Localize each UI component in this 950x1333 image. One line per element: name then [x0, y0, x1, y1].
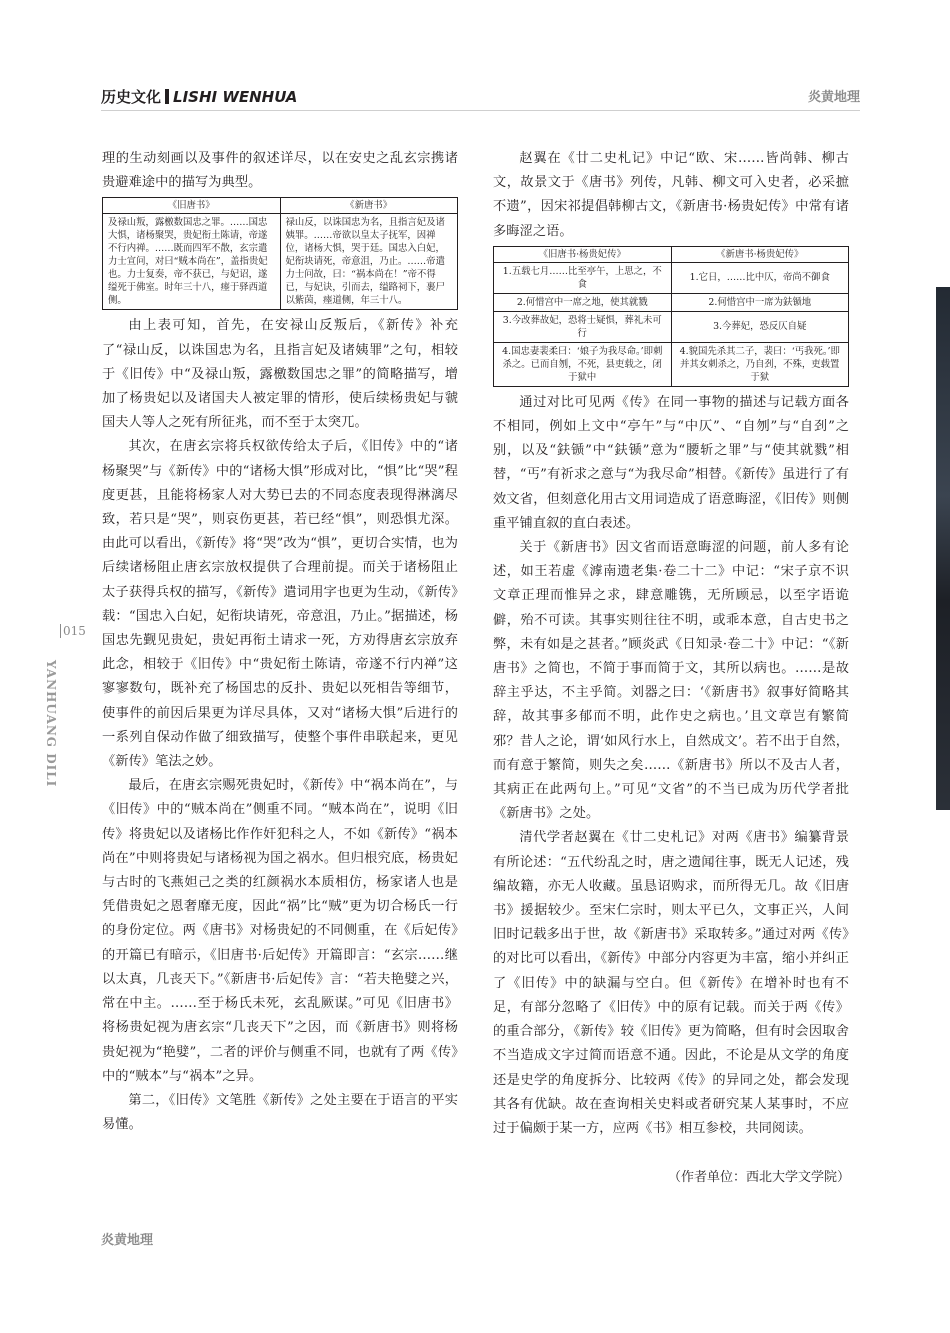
- paragraph: 理的生动刻画以及事件的叙述详尽，以在安史之乱玄宗携诸贵避难途中的描写为典型。: [102, 151, 458, 191]
- table-row: [494, 293, 849, 311]
- paragraph: 由上表可知，首先，在安禄山反叛后，《新传》补充了“禄山反，以诛国忠为名，且指言妃及诸姨罪”之句，相较于《旧传》中“及禄山叛，露檄数国忠之罪”的简略描写，增加了杨贵妃以及诸国夫人被定罪的情形，使后续杨贵妃与虢国夫人等人之死有所征兆，而不至于太突兀。: [102, 318, 458, 431]
- comparison-table-1: [102, 197, 458, 310]
- table-cell-new: 4.貌国先杀其二子，裴曰：‘丐我死。’即并其女刺杀之，乃自刭，不殊，吏载置于狱: [671, 342, 849, 386]
- table-row: [494, 311, 849, 342]
- magazine-pinyin-vertical: YANHUANG DILI: [44, 660, 58, 788]
- table-cell-old: 4.国忠妻裴柔曰：‘娘子为我尽命。’即刺杀之。已而自刎，不死，县吏载之，闭于狱中: [494, 342, 672, 386]
- magazine-brand-header: 炎黄地理: [808, 90, 861, 105]
- paragraph: 其次，在唐玄宗将兵权欲传给太子后，《旧传》中的“诸杨聚哭”与《新传》中的“诸杨大惧”形成对比，“惧”比“哭”程度更甚，且能将杨家人对大势已去的不同态度表现得淋漓尽致，若只是“哭”，则哀伤更甚，若已经“惧”，则恐惧尤深。由此可以看出，《新传》将“哭”改为“惧”，更切合实情，也为后续诸杨阻止唐玄宗放权提供了合理前提。而关于诸杨阻止太子获得兵权的描写，《新传》遣词用字也更为生动，《新传》载：“国忠入白妃，妃衔块请死，帝意沮，乃止。”据描述，杨国忠先觐见贵妃，贵妃再衔土请求一死，方劝得唐玄宗放弃此念，相较于《旧传》中“贵妃衔土陈请，帝遂不行内禅”这寥寥数句，既补充了杨国忠的反扑、贵妃以死相告等细节，使事件的前因后果更为详尽具体，又对“诸杨大惧”后进行的一系列自保动作做了细致描写，使整个事件串联起来，更见《新传》笔法之妙。: [102, 439, 458, 770]
- page-number: 015: [60, 624, 86, 638]
- paragraph: 第二，《旧传》文笔胜《新传》之处主要在于语言的平实易懂。: [102, 1092, 458, 1133]
- table-cell-new: 3.今葬妃，恐反仄自疑: [671, 311, 849, 342]
- table-header-old: 《旧唐书·杨贵妃传》: [494, 246, 672, 262]
- table-row: [494, 342, 849, 386]
- table-row: [494, 262, 849, 293]
- section-title-pinyin: LISHI WENHUA: [173, 88, 298, 106]
- edge-decoration: [936, 287, 950, 810]
- paragraph: 赵翼在《廿二史札记》中记“欧、宋……皆尚韩、柳古文，故景文于《唐书》列传，凡韩、柳文可入史者，必采摭不遗”，因宋祁提倡韩柳古文，《新唐书·杨贵妃传》中常有诸多晦涩之语。: [493, 151, 849, 239]
- table-cell-new: 2.何惜宫中一席为鈇锧地: [671, 293, 849, 311]
- right-column: [493, 147, 849, 1141]
- header-rule: [101, 110, 860, 111]
- table-cell-new: 禄山反，以诛国忠为名，且指言妃及诸姨罪。……帝欲以皇太子抚军，因禅位，诸杨大惧，哭于廷。国忠入白妃，妃衔块请死，帝意沮，乃止。……帝遣力士问故，曰：“祸本尚在！”帝不得已，与妃诀，引而去，缢路祠下，裹尸以紫茵，瘗道侧，年三十八。: [280, 214, 458, 310]
- table-cell-old: 3.今改葬故妃，恐将士疑惧，葬礼未可行: [494, 311, 672, 342]
- table-cell-old: 1.五载七月……比至亭午，上思之，不食: [494, 262, 672, 293]
- table-header-old: 《旧唐书》: [103, 198, 281, 214]
- author-affiliation: （作者单位：西北大学文学院）: [668, 1170, 851, 1185]
- paragraph: 通过对比可见两《传》在同一事物的描述与记载方面各不相同，例如上文中“亭午”与“中仄”、“自刎”与“自刭”之别，以及“鈇锧”中“鈇锧”意为“腰斩之罪”与“使其就戮”相替，“丐”有祈求之意与“为我尽命”相替。《新传》虽进行了有效文省，但刻意化用古文用词造成了语意晦涩，《旧传》则侧重平铺直叙的直白表述。: [493, 394, 849, 531]
- paragraph: 最后，在唐玄宗赐死贵妃时，《新传》中“祸本尚在”，与《旧传》中的“贼本尚在”侧重不同。“贼本尚在”，说明《旧传》将贵妃以及诸杨比作作奸犯科之人，不如《新传》“祸本尚在”中则将贵妃与诸杨视为国之祸水。但归根究底，杨贵妃与古时的飞燕妲己之类的红颜祸水本质相仿，杨家诸人也是凭借贵妃之恩奢靡无度，因此“祸”比“贼”更为切合杨氏一行的身份定位。两《唐书》对杨贵妃的不同侧重，在《后妃传》的开篇已有暗示，《旧唐书·后妃传》开篇即言：“玄宗……继以太真，几丧天下。”《新唐书·后妃传》言：“若夫艳嬖之兴，常在中主。……至于杨氏未死，玄乱厥谋。”可见《旧唐书》将杨贵妃视为唐玄宗“几丧天下”之因，而《新唐书》则将杨贵妃视为“艳嬖”，二者的评价与侧重不同，也就有了两《传》中的“贼本”与“祸本”之异。: [102, 778, 458, 1084]
- table-cell-old: 及禄山叛，露檄数国忠之罪。……国忠大惧，诸杨聚哭，贵妃衔土陈请，帝遂不行内禅。……既而四军不散，玄宗遣力士宣问，对曰“贼本尚在”，盖指贵妃也。力士复奏，帝不获已，与妃诏，遂缢死于佛室。时年三十八，瘗于驿西道侧。: [103, 214, 281, 310]
- paragraph: 清代学者赵翼在《廿二史札记》对两《唐书》编纂背景有所论述：“五代纷乱之时，唐之遗闻往事，既无人记述，残编故籍，亦无人收藏。虽恳诏购求，而所得无几。故《旧唐书》援据较少。至宋仁宗时，则太平已久，文事正兴，人间旧时记载多出于世，故《新唐书》采取转多。”通过对两《传》的对比可以看出，《新传》中部分内容更为丰富，缩小并纠正了《旧传》中的缺漏与空白。但《新传》在增补时也有不足，有部分忽略了《旧传》中的原有记载。而关于两《传》的重合部分，《新传》较《旧传》更为简略，但有时会因取舍不当造成文字过简而语意不通。因此，不论是从文学的角度还是史学的角度拆分、比较两《传》的异同之处，都会发现其各有优缺。故在查询相关史料或者研究某人某事时，不应过于偏颇于某一方，应两《书》相互参校，共同阅读。: [493, 830, 849, 1136]
- header-divider: [165, 89, 169, 104]
- paragraph: 关于《新唐书》因文省而语意晦涩的问题，前人多有论述，如王若虚《滹南遗老集·卷二十二》中记：“宋子京不识文章正理而惟异之求，肆意雕镌，无所顾忌，以至字语诡僻，殆不可读。其事实则往往不明，或乖本意，自古史书之弊，未有如是之甚者。”顾炎武《日知录·卷二十》中记：“《新唐书》之简也，不简于事而简于文，其所以病也。……是故辞主乎达，不主乎简。刘器之曰：‘《新唐书》叙事好简略其辞，故其事多郁而不明，此作史之病也。’且文章岂有繁简邪？昔人之论，谓‘如风行水上，自然成文’。若不出于自然，而有意于繁简，则失之矣……《新唐书》所以不及古人者，其病正在此两句上。”可见“文省”的不当已成为历代学者批《新唐书》之处。: [493, 540, 849, 822]
- section-title: 历史文化: [101, 88, 162, 106]
- table-cell-old: 2.何惜宫中一席之地，使其就戮: [494, 293, 672, 311]
- section-header: [101, 86, 297, 107]
- table-header-new: 《新唐书·杨贵妃传》: [671, 246, 849, 262]
- table-cell-new: 1.它日，……比中仄，帝尚不御食: [671, 262, 849, 293]
- magazine-brand-footer: 炎黄地理: [101, 1233, 154, 1248]
- left-column: [102, 147, 458, 1137]
- table-header-new: 《新唐书》: [280, 198, 458, 214]
- comparison-table-2: [493, 246, 849, 387]
